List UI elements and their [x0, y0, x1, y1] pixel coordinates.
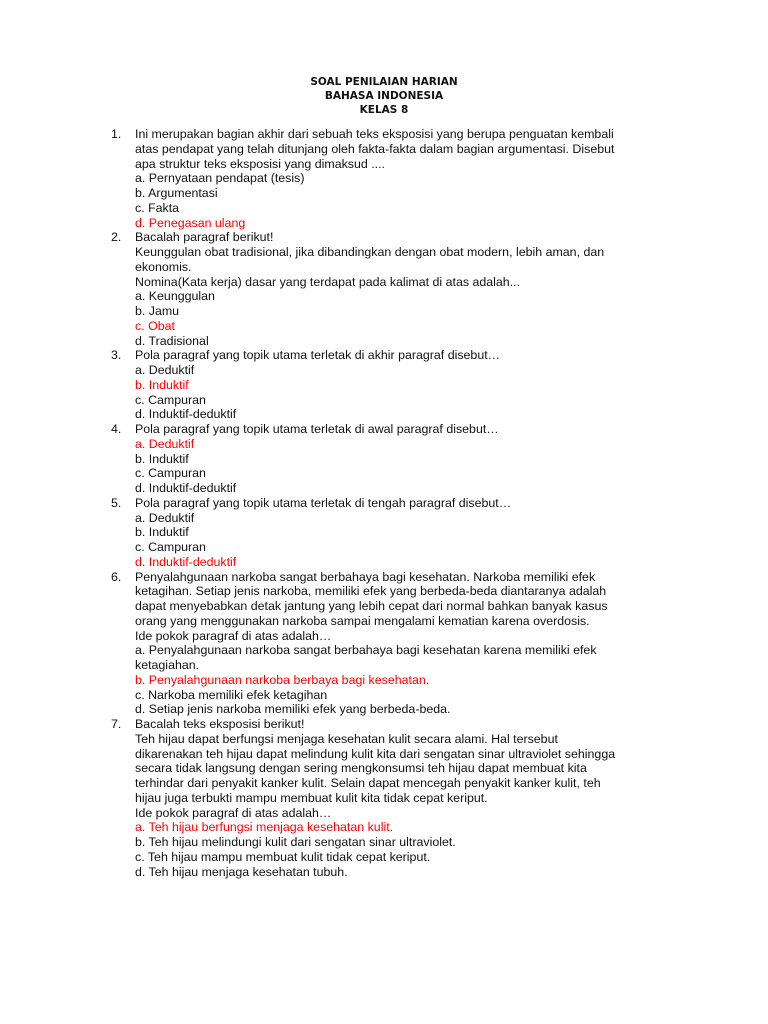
answer-option-correct: d. Induktif-deduktif [135, 554, 237, 569]
question-text-line: hijau juga terbukti mampu membuat kulit kita tidak cepat keriput. [135, 790, 488, 805]
answer-option: a. Penyalahgunaan narkoba sangat berbahaya bagi kesehatan karena memiliki efek ketagiahan. [135, 643, 597, 672]
question-text-line: Pola paragraf yang topik utama terletak di tengah paragraf disebut… [135, 495, 512, 510]
question-number: 5. [111, 495, 122, 510]
question-number: 2. [111, 230, 122, 245]
answer-option: b. Argumentasi [135, 186, 218, 200]
question-text-line: orang yang menggunakan narkoba sampai mengalami kematian karena overdosis. [135, 613, 590, 628]
answer-option: a. Deduktif [135, 510, 195, 525]
question-text-line: Bacalah teks eksposisi berikut! [135, 717, 305, 731]
answer-option: d. Setiap jenis narkoba memiliki efek yang berbeda-beda. [135, 702, 451, 717]
question-text-line: dikarenakan teh hijau dapat melindung kulit kita dari sengatan sinar ultraviolet sehingga [135, 746, 616, 761]
question-body [135, 422, 665, 496]
answer-option-correct: b. Induktif [135, 377, 189, 392]
question-text-line: Bacalah paragraf berikut! [135, 230, 274, 245]
answer-option: b. Jamu [135, 304, 180, 318]
question-text-line: Ide pokok paragraf di atas adalah… [135, 805, 332, 820]
question-6 [0, 570, 768, 718]
question-number: 3. [111, 348, 122, 363]
question-text-line: Pola paragraf yang topik utama terletak di akhir paragraf disebut… [135, 348, 501, 363]
answer-option: d. Teh hijau menjaga kesehatan tubuh. [135, 864, 348, 879]
answer-option: c. Campuran [135, 466, 206, 481]
answer-option: d. Induktif-deduktif [135, 481, 237, 495]
question-body [135, 496, 665, 570]
question-list [0, 127, 768, 879]
question-number: 6. [111, 569, 122, 584]
question-text-line: Ini merupakan bagian akhir dari sebuah teks eksposisi yang berupa penguatan kembali [135, 127, 614, 141]
question-5 [0, 496, 768, 570]
question-text-line: terhindar dari penyakit kanker kulit. Selain dapat mencegah penyakit kanker kulit, teh [135, 776, 601, 790]
answer-option-correct: c. Obat [135, 318, 175, 333]
answer-option: b. Induktif [135, 525, 189, 540]
question-body [135, 230, 665, 348]
question-text-line: apa struktur teks eksposisi yang dimaksud .... [135, 156, 385, 171]
question-body [135, 570, 665, 718]
answer-option: d. Tradisional [135, 333, 209, 348]
answer-option-correct: b. Penyalahgunaan narkoba berbaya bagi kesehatan. [135, 672, 430, 687]
question-text-line: atas pendapat yang telah ditunjang oleh fakta-fakta dalam bagian argumentasi. Disebut [135, 141, 615, 156]
question-body [135, 127, 665, 230]
question-text-line: ketagihan. Setiap jenis narkoba, memiliki efek yang berbeda-beda diantaranya adalah [135, 584, 607, 599]
question-7 [0, 717, 768, 879]
question-number: 4. [111, 422, 122, 436]
header-class: KELAS 8 [359, 104, 409, 116]
question-text-line: Pola paragraf yang topik utama terletak di awal paragraf disebut… [135, 422, 499, 436]
answer-option: c. Narkoba memiliki efek ketagihan [135, 687, 328, 702]
answer-option: d. Induktif-deduktif [135, 407, 237, 422]
question-1 [0, 127, 768, 230]
answer-option: a. Pernyataan pendapat (tesis) [135, 171, 305, 186]
question-text-line: ekonomis. [135, 259, 192, 274]
question-body [135, 348, 665, 422]
answer-option: b. Teh hijau melindungi kulit dari sengatan sinar ultraviolet. [135, 835, 456, 849]
header-subject: BAHASA INDONESIA [324, 90, 444, 102]
question-3 [0, 348, 768, 422]
document-header [0, 75, 768, 117]
header-title: SOAL PENILAIAN HARIAN [310, 76, 458, 88]
question-body [135, 717, 665, 879]
answer-option: c. Fakta [135, 200, 180, 215]
answer-option: c. Campuran [135, 392, 206, 407]
answer-option: c. Campuran [135, 540, 206, 554]
question-number: 1. [111, 127, 122, 141]
question-text-line: Teh hijau dapat berfungsi menjaga kesehatan kulit secara alami. Hal tersebut [135, 731, 558, 746]
answer-option-correct: a. Deduktif [135, 436, 195, 451]
answer-option: c. Teh hijau mampu membuat kulit tidak cepat keriput. [135, 849, 431, 864]
question-text-line: secara tidak langsung dengan sering mengkonsumsi teh hijau dapat membuat kita [135, 761, 587, 776]
question-text-line: Nomina(Kata kerja) dasar yang terdapat pada kalimat di atas adalah... [135, 274, 521, 289]
question-2 [0, 230, 768, 348]
answer-option-correct: d. Penegasan ulang [135, 215, 246, 230]
question-text-line: dapat menyebabkan detak jantung yang lebih cepat dari normal bahkan banyak kasus [135, 599, 608, 613]
question-text-line: Penyalahgunaan narkoba sangat berbahaya bagi kesehatan. Narkoba memiliki efek [135, 569, 596, 584]
answer-option: a. Deduktif [135, 363, 195, 377]
question-text-line: Keunggulan obat tradisional, jika dibandingkan dengan obat modern, lebih aman, dan [135, 245, 605, 259]
answer-option: b. Induktif [135, 451, 189, 466]
question-text-line: Ide pokok paragraf di atas adalah… [135, 628, 332, 643]
answer-option: a. Keunggulan [135, 289, 215, 304]
question-number: 7. [111, 717, 122, 731]
question-4 [0, 422, 768, 496]
answer-option-correct: a. Teh hijau berfungsi menjaga kesehatan kulit. [135, 820, 394, 835]
